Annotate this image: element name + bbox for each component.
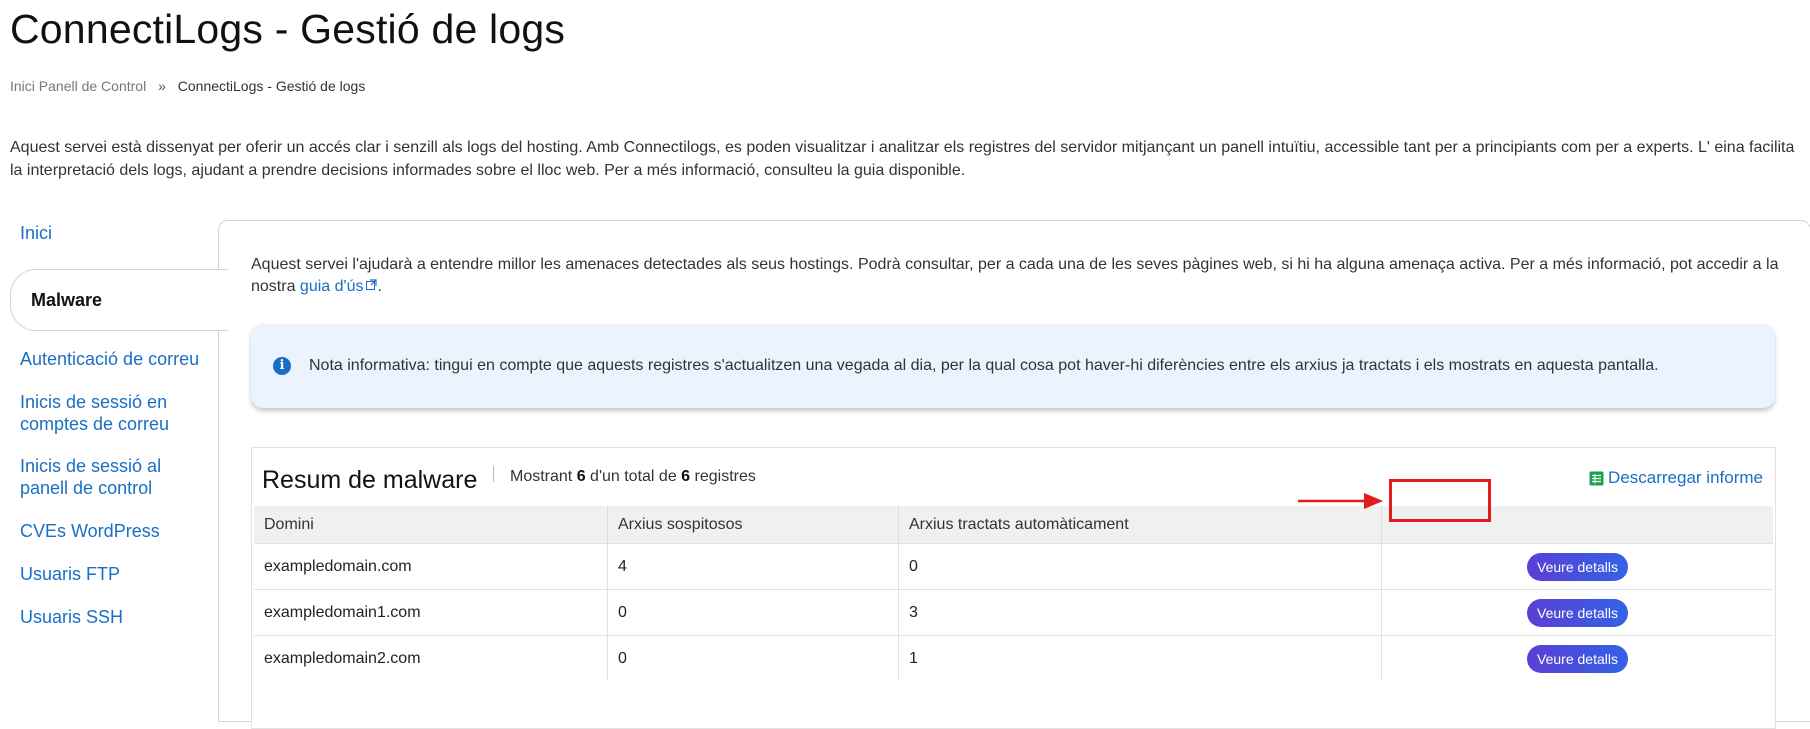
info-note xyxy=(251,324,1775,408)
record-count-total: 6 xyxy=(681,468,691,485)
cell-action xyxy=(1382,636,1774,682)
breadcrumb xyxy=(10,78,365,94)
summary-title: Resum de malware xyxy=(262,466,478,494)
info-note-text: Nota informativa: tingui en compte que aquests registres s'actualitzen una vegada al dia, per la qual cosa pot haver-hi diferències entre els arxius ja tractats i els mostrats en aquesta pantalla. xyxy=(309,357,1659,374)
view-details-button[interactable]: Veure detalls xyxy=(1527,599,1628,627)
page-intro: Aquest servei està dissenyat per oferir un accés clar i senzill als logs del hosting. Amb Connectilogs, es poden visualitzar i analitzar els registres del servidor mitjançant un panell intuïtiu, accessible tant per a principiants com per a experts. L' eina facilita la interpretació dels logs, ajudant a prendre decisions informades sobre el lloc web. Per a més informació, consulteu la guia disponible. xyxy=(10,139,1795,179)
cell-suspicious: 0 xyxy=(608,636,899,682)
malware-panel xyxy=(218,220,1810,722)
sidebar xyxy=(0,222,218,628)
view-details-button[interactable]: Veure detalls xyxy=(1527,553,1628,581)
summary-divider xyxy=(493,466,494,482)
column-header-domain: Domini xyxy=(254,506,608,544)
view-details-button[interactable]: Veure detalls xyxy=(1527,645,1628,673)
cell-suspicious: 0 xyxy=(608,590,899,636)
panel-intro xyxy=(251,254,1791,298)
cell-domain: exampledomain2.com xyxy=(254,636,608,682)
summary-header xyxy=(262,466,477,500)
table-row xyxy=(254,544,1773,590)
sidebar-item-sessio-correu[interactable]: Inicis de sessió en comptes de correu xyxy=(20,392,170,434)
sidebar-item-cves-wordpress[interactable]: CVEs WordPress xyxy=(20,521,160,541)
guide-link[interactable]: guia d'ús xyxy=(300,278,378,295)
sidebar-item-sessio-panell[interactable]: Inicis de sessió al panell de control xyxy=(20,456,162,498)
panel-intro-text: Aquest servei l'ajudarà a entendre millor les amenaces detectades als seus hostings. Podrà consultar, per a cada una de les seves pàgines web, si hi ha alguna amenaça activa. Per a més informació, pot accedir a la nostra xyxy=(251,256,1779,295)
sidebar-item-usuaris-ftp[interactable]: Usuaris FTP xyxy=(20,564,121,584)
cell-treated: 1 xyxy=(899,636,1382,682)
cell-treated: 0 xyxy=(899,544,1382,590)
sidebar-item-autenticacio-correu[interactable]: Autenticació de correu xyxy=(20,349,200,369)
cell-action xyxy=(1382,544,1774,590)
cell-treated: 3 xyxy=(899,590,1382,636)
external-link-icon xyxy=(366,279,377,290)
malware-summary xyxy=(251,447,1776,729)
record-count-shown: 6 xyxy=(576,468,586,485)
arrow-right-icon xyxy=(1298,492,1383,510)
cell-action xyxy=(1382,590,1774,636)
column-header-treated: Arxius tractats automàticament xyxy=(899,506,1382,544)
download-report-link[interactable]: Descarregar informe xyxy=(1589,468,1763,488)
info-icon: i xyxy=(273,357,291,375)
column-header-suspicious: Arxius sospitosos xyxy=(608,506,899,544)
highlight-box xyxy=(1389,479,1491,522)
cell-domain: exampledomain.com xyxy=(254,544,608,590)
page-title: ConnectiLogs - Gestió de logs xyxy=(10,6,566,52)
panel-intro-end: . xyxy=(377,278,382,295)
cell-suspicious: 4 xyxy=(608,544,899,590)
sidebar-item-usuaris-ssh[interactable]: Usuaris SSH xyxy=(20,607,124,627)
cell-domain: exampledomain1.com xyxy=(254,590,608,636)
table-row xyxy=(254,590,1773,636)
breadcrumb-separator: » xyxy=(158,78,166,94)
breadcrumb-home[interactable]: Inici Panell de Control xyxy=(10,78,147,94)
table-header-row xyxy=(254,506,1773,544)
sidebar-item-malware[interactable]: Malware xyxy=(10,269,228,331)
malware-table xyxy=(254,506,1773,681)
spreadsheet-icon xyxy=(1589,471,1604,486)
breadcrumb-current: ConnectiLogs - Gestió de logs xyxy=(177,78,366,94)
sidebar-item-inici[interactable]: Inici xyxy=(20,223,53,243)
record-count: Mostrant 6 d'un total de 6 registres xyxy=(510,468,756,485)
table-row xyxy=(254,636,1773,682)
